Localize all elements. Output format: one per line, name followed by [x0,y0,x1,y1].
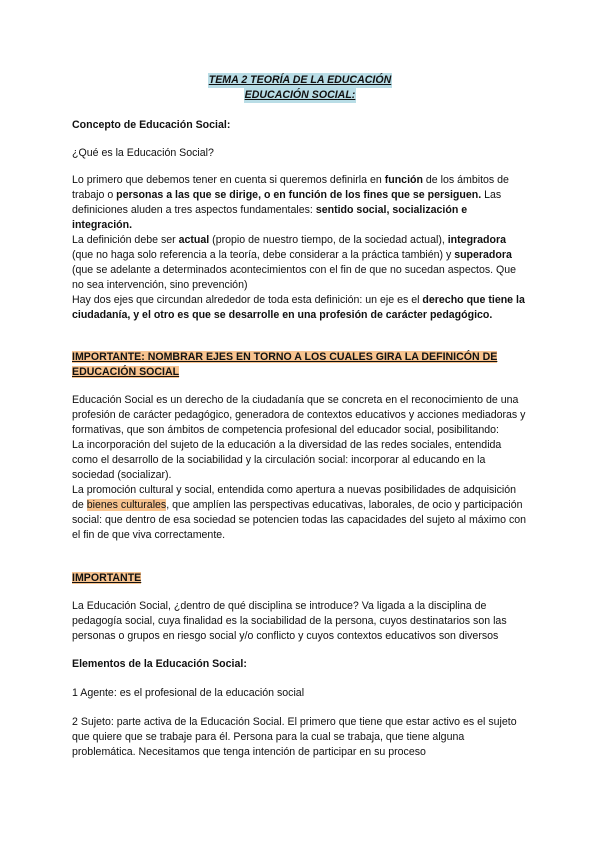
paragraph-promotion: La promoción cultural y social, entendida como apertura a nuevas posibilidades de adquisición de bienes culturales, que amplíen las perspectivas educativas, laborales, de ocio y participación social: que dentro de esa sociedad se potencien todas las capacidades del sujeto al máximo con el fin de que viva correctamente. [72,484,527,541]
paragraph-incorporation: La incorporación del sujeto de la educación a la diversidad de las redes sociales, entendida como el desarrollo de la sociabilidad y la circulación social: incorporar al educando en la sociedad (socializar). [72,439,502,481]
heading-elementos: Elementos de la Educación Social: [72,658,247,670]
paragraph-definition: Lo primero que debemos tener en cuenta si queremos definirla en función de los ámbitos de trabajo o personas a las que se dirige, o en función de los fines que se persiguen. Las definiciones aluden a tres aspectos fundamentales: sentido social, socialización e integración. [72,174,509,231]
important-highlight-axes: IMPORTANTE: NOMBRAR EJES EN TORNO A LOS CUALES GIRA LA DEFINICÓN DE EDUCACIÓN SOCIAL [72,351,498,378]
title-line-2: EDUCACIÓN SOCIAL: [244,89,356,101]
important-highlight: IMPORTANTE [72,572,142,584]
highlight-bienes-culturales: bienes culturales [86,499,167,511]
question-que-es: ¿Qué es la Educación Social? [72,147,214,159]
title-line-1: TEMA 2 TEORÍA DE LA EDUCACIÓN [208,74,392,86]
paragraph-social-education-right: Educación Social es un derecho de la ciudadanía que se concreta en el reconocimiento de una profesión de carácter pedagógico, generadora de contextos educativos y acciones mediadoras y formativas, que son ámbitos de competencia profesional del educador social, posibilitando: [72,394,526,436]
definition-paragraphs [72,393,528,543]
paragraph-characteristics: La definición debe ser actual (propio de nuestro tiempo, de la sociedad actual), integradora (que no haga solo referencia a la teoría, debe considerar a la práctica también) y superadora (que se adelante a determinados acontecimientos con el fin de que no sucedan aspectos. Que no sea intervención, sino prevención) [72,234,517,291]
paragraph-axes: Hay dos ejes que circundan alrededor de toda esta definición: un eje es el derecho que tiene la ciudadanía, y el otro es que se desarrolle en una profesión de carácter pedagógico. [72,294,525,321]
document-title [0,73,600,103]
important-note-axes [72,350,528,380]
important-note [72,571,528,586]
list-item-sujeto: 2 Sujeto: parte activa de la Educación Social. El primero que tiene que estar activo es el sujeto que quiere que se trabaje para él. Persona para la cual se trabaja, que tiene alguna problemática. Necesitamos que tenga intención de participar en su proceso [72,716,517,758]
heading-concepto: Concepto de Educación Social: [72,119,231,131]
list-item-agente: 1 Agente: es el profesional de la educación social [72,687,305,699]
paragraph-discipline: La Educación Social, ¿dentro de qué disciplina se introduce? Va ligada a la disciplina de pedagogía social, cuya finalidad es la sociabilidad de la persona, cuyos destinatarios son las personas o grupos en riesgo social y/o conflicto y cuyos contextos educativos son diversos [72,600,507,642]
concept-paragraphs [72,173,528,323]
